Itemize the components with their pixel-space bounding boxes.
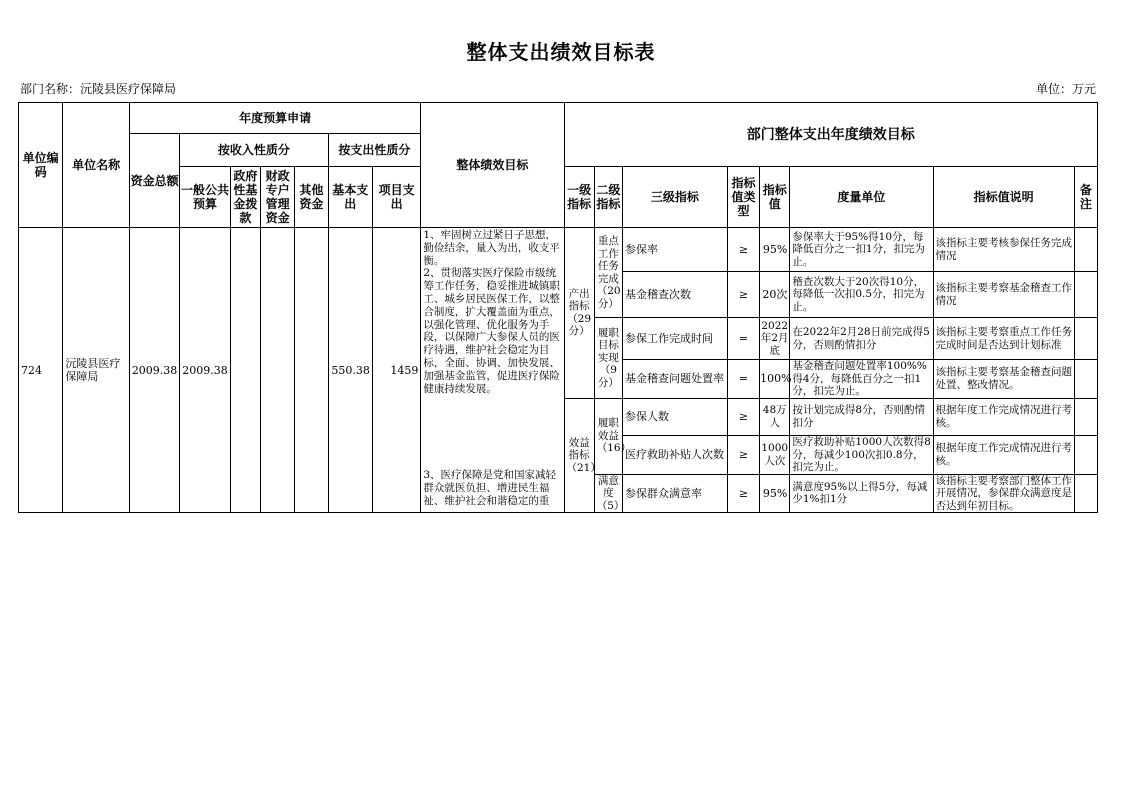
- indicator-desc: 该指标主要考察基金稽查问题处置、整改情况。: [933, 360, 1074, 399]
- indicator-type: ≥: [727, 474, 759, 513]
- indicator-type: ≥: [727, 272, 759, 318]
- level2-satisfaction: 满意度（5）: [594, 474, 622, 513]
- indicator-desc: 该指标主要考察基金稽查工作情况: [933, 272, 1074, 318]
- unit-name-cell: 沅陵县医疗保障局: [63, 228, 130, 513]
- header-row-1: [19, 103, 1098, 134]
- header-measure: 度量单位: [790, 167, 933, 228]
- header-annual-budget: 年度预算申请: [129, 103, 420, 134]
- department-name: 部门名称：沅陵县医疗保障局: [20, 82, 177, 96]
- header-general-budget: 一般公共预算: [180, 167, 230, 228]
- header-project-expense: 项目支出: [372, 167, 420, 228]
- indicator-remark: [1074, 436, 1097, 475]
- other-funds-cell: [295, 228, 328, 513]
- header-value: 指标值: [760, 167, 790, 228]
- header-by-expense: 按支出性质分: [328, 134, 421, 167]
- indicator-name: 参保群众满意率: [622, 474, 727, 513]
- indicator-name: 基金稽查问题处置率: [622, 360, 727, 399]
- header-overall-goal: 整体绩效目标: [421, 103, 564, 228]
- unit-code-cell: 724: [19, 228, 63, 513]
- goal-text-part2: 3、医疗保障是党和国家减轻群众就医负担、增进民生福祉、维护社会和谐稳定的重: [423, 469, 557, 507]
- indicator-name: 参保工作完成时间: [622, 318, 727, 360]
- level2-key-tasks: 重点工作任务完成（20分）: [594, 228, 622, 318]
- performance-target-table: [18, 102, 1098, 513]
- header-gov-fund: 政府性基金拨款: [230, 167, 260, 228]
- indicator-measure: 按计划完成得8分，否则酌情扣分: [790, 398, 933, 436]
- level2-duty-benefit: 履职效益（16）: [594, 398, 622, 474]
- header-total-funds: 资金总额: [129, 134, 179, 228]
- indicator-value: 1000人次: [760, 436, 790, 475]
- level2-duty-goals: 履职目标实现（9分）: [594, 318, 622, 399]
- general-budget-cell: 2009.38: [180, 228, 230, 513]
- indicator-remark: [1074, 228, 1097, 272]
- indicator-desc: 该指标主要考核参保任务完成情况: [933, 228, 1074, 272]
- indicator-desc: 根据年度工作完成情况进行考核。: [933, 436, 1074, 475]
- indicator-measure: 稽查次数大于20次得10分，每降低一次扣0.5分，扣完为止。: [790, 272, 933, 318]
- indicator-value: 20次: [760, 272, 790, 318]
- indicator-remark: [1074, 474, 1097, 513]
- indicator-value: 2022年2月底: [760, 318, 790, 360]
- level1-benefit: 效益指标（21）: [564, 398, 594, 513]
- indicator-desc: 该指标主要考察重点工作任务完成时间是否达到计划标准: [933, 318, 1074, 360]
- table-row: [19, 228, 1098, 272]
- header-fiscal-special: 财政专户管理资金: [260, 167, 294, 228]
- header-other-funds: 其他资金: [295, 167, 328, 228]
- indicator-name: 参保人数: [622, 398, 727, 436]
- header-level3: 三级指标: [622, 167, 727, 228]
- header-value-desc: 指标值说明: [933, 167, 1074, 228]
- level1-output: 产出指标（29分）: [564, 228, 594, 399]
- indicator-value: 100%: [760, 360, 790, 399]
- indicator-type: ≥: [727, 436, 759, 475]
- basic-expense-cell: 550.38: [328, 228, 372, 513]
- header-value-type: 指标值类型: [727, 167, 759, 228]
- indicator-remark: [1074, 318, 1097, 360]
- indicator-measure: 满意度95%以上得5分，每减少1%扣1分: [790, 474, 933, 513]
- fiscal-special-cell: [260, 228, 294, 513]
- header-level1: 一级指标: [564, 167, 594, 228]
- indicator-desc: 该指标主要考察部门整体工作开展情况，参保群众满意度是否达到年初目标。: [933, 474, 1074, 513]
- project-expense-cell: 1459: [372, 228, 420, 513]
- indicator-name: 参保率: [622, 228, 727, 272]
- indicator-measure: 参保率大于95%得10分，每降低百分之一扣1分，扣完为止。: [790, 228, 933, 272]
- indicator-desc: 根据年度工作完成情况进行考核。: [933, 398, 1074, 436]
- page-title: 整体支出绩效目标表: [466, 40, 656, 64]
- indicator-measure: 基金稽查问题处置率100%%得4分，每降低百分之一扣1分，扣完为止。: [790, 360, 933, 399]
- header-by-income: 按收入性质分: [180, 134, 328, 167]
- header-unit-code: 单位编码: [19, 103, 63, 228]
- header-unit-name: 单位名称: [63, 103, 130, 228]
- gov-fund-cell: [230, 228, 260, 513]
- indicator-name: 医疗救助补贴人次数: [622, 436, 727, 475]
- indicator-remark: [1074, 272, 1097, 318]
- indicator-type: =: [727, 318, 759, 360]
- indicator-value: 48万人: [760, 398, 790, 436]
- overall-goal-cell: [421, 228, 564, 513]
- goal-text-part1: 1、牢固树立过紧日子思想，勤俭结余，量入为出，收支平衡。 2、贯彻落实医疗保险市级统筹工作任务，稳妥推进城镇职工、城乡居民医保工作，以整合制度，扩大覆盖面为重点，以强化管理、优化服务为手段，以保障广大参保人员的医疗待遇，维护社会稳定为目标，全面、协调、加快发展、加强基金监管，促进医疗保险健康持续发展。: [423, 229, 560, 395]
- indicator-remark: [1074, 398, 1097, 436]
- header-dept-targets: 部门整体支出年度绩效目标: [564, 103, 1098, 167]
- total-funds-cell: 2009.38: [129, 228, 179, 513]
- indicator-value: 95%: [760, 474, 790, 513]
- indicator-name: 基金稽查次数: [622, 272, 727, 318]
- indicator-remark: [1074, 360, 1097, 399]
- header-level2: 二级指标: [594, 167, 622, 228]
- indicator-value: 95%: [760, 228, 790, 272]
- indicator-measure: 医疗救助补贴1000人次数得8分，每减少100次扣0.8分，扣完为止。: [790, 436, 933, 475]
- indicator-measure: 在2022年2月28日前完成得5分，否则酌情扣分: [790, 318, 933, 360]
- header-basic-expense: 基本支出: [328, 167, 372, 228]
- indicator-type: ≥: [727, 228, 759, 272]
- indicator-type: =: [727, 360, 759, 399]
- currency-unit: 单位：万元: [1035, 82, 1096, 96]
- header-remark: 备注: [1074, 167, 1097, 228]
- overall-goal-text: [421, 228, 563, 512]
- indicator-type: ≥: [727, 398, 759, 436]
